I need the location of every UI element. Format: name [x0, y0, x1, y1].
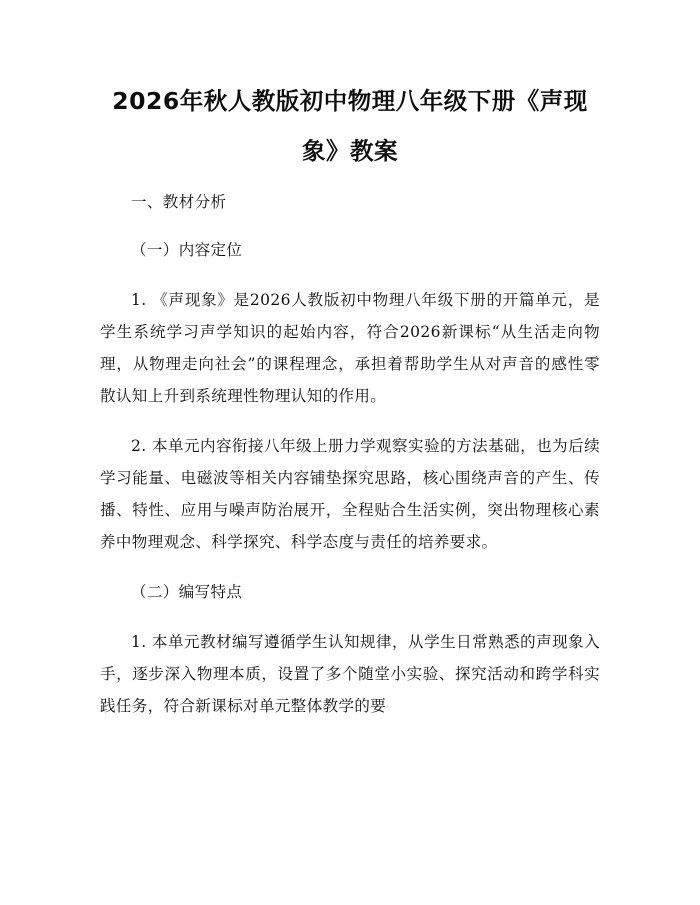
document-title: 2026年秋人教版初中物理八年级下册《声现象》教案 — [112, 87, 588, 165]
document-body — [100, 186, 600, 722]
paragraph: 1. 本单元教材编写遵循学生认知规律，从学生日常熟悉的声现象入手，逐步深入物理本质，设置了多个随堂小实验、探究活动和跨学科实践任务，符合新课标对单元整体教学的要 — [100, 633, 600, 715]
paragraph: 1. 《声现象》是2026人教版初中物理八年级下册的开篇单元，是学生系统学习声学知识的起始内容，符合2026新课标“从生活走向物理，从物理走向社会”的课程理念，承担着帮助学生从对声音的感性零散认知上升到系统理性物理认知的作用。 — [100, 291, 600, 405]
subsection-heading-writing-features: （二）编写特点 — [131, 583, 243, 601]
subsection-heading-content-positioning: （一）内容定位 — [131, 241, 243, 259]
section-heading-textbook-analysis: 一、教材分析 — [131, 193, 227, 211]
paragraph: 2. 本单元内容衔接八年级上册力学观察实验的方法基础，也为后续学习能量、电磁波等相关内容铺垫探究思路，核心围绕声音的产生、传播、特性、应用与噪声防治展开，全程贴合生活实例，突出物理核心素养中物理观念、科学探究、科学态度与责任的培养要求。 — [100, 437, 600, 551]
